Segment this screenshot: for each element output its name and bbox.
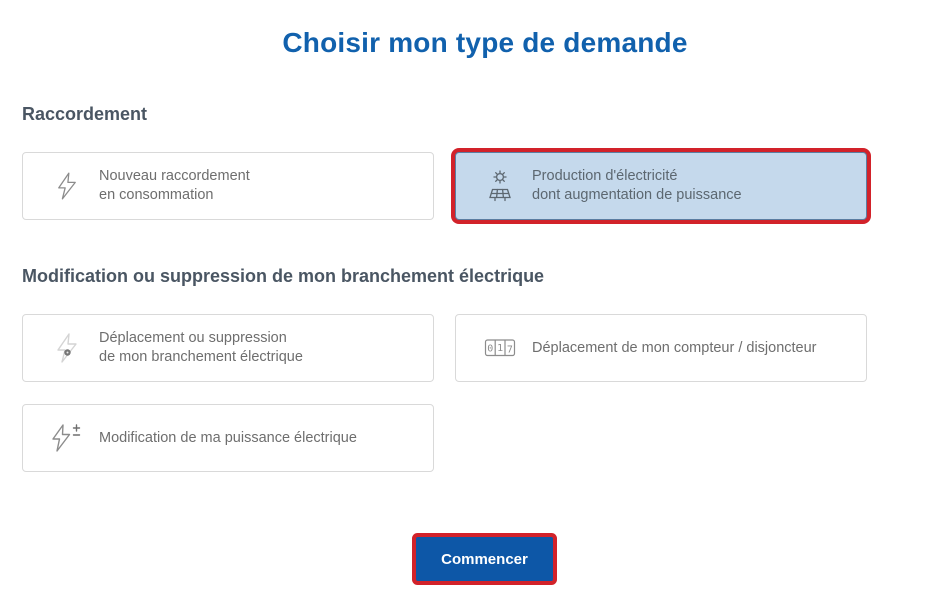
card-deplacement-compteur-disjoncteur[interactable] [455,314,867,382]
card-label: Nouveau raccordement en consommation [99,168,250,203]
lightning-icon [51,171,83,201]
meter-digit-2: 7 [506,344,513,356]
card-label: Modification de ma puissance électrique [99,429,357,446]
choose-request-type-page [0,26,932,601]
raccordement-card-grid [22,152,932,220]
section-heading-modification: Modification ou suppression de mon branchement électrique [22,266,545,286]
meter-digit-0: 0 [487,343,494,355]
card-label: Déplacement ou suppression de mon branchement électrique [99,330,303,365]
meter-digit-1: 1 [497,342,504,354]
lightning-relocate-icon [51,333,83,363]
solar-production-icon [484,168,516,204]
card-label: Déplacement de mon compteur / disjoncteur [532,339,817,356]
modification-card-grid [22,314,932,472]
section-heading-raccordement: Raccordement [22,104,148,124]
lightning-plus-minus-icon [51,423,83,453]
page-title: Choisir mon type de demande [282,27,688,58]
commencer-button[interactable]: Commencer [416,537,553,581]
card-nouveau-raccordement[interactable] [22,152,434,220]
card-modification-puissance[interactable] [22,404,434,472]
footer-actions [0,537,932,581]
card-deplacement-suppression-branchement[interactable] [22,314,434,382]
meter-counter-icon [484,336,516,360]
card-label: Production d'électricité dont augmentation de puissance [532,168,742,203]
card-production-electricite[interactable] [455,152,867,220]
